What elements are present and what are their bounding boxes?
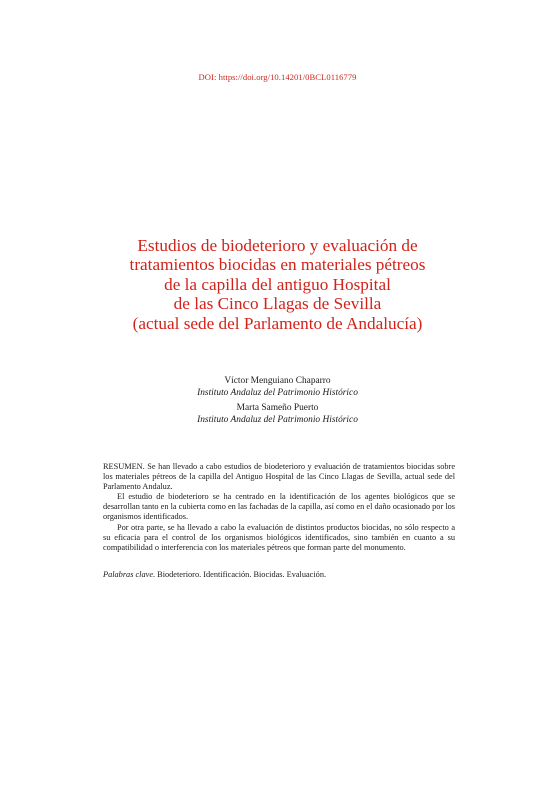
author-name: Marta Sameño Puerto <box>236 403 319 413</box>
title-line: Estudios de biodeterioro y evaluación de <box>137 236 418 255</box>
title-line: tratamientos biocidas en materiales pétreos <box>129 255 426 275</box>
abstract-paragraph: RESUMEN. Se han llevado a cabo estudios de biodeterioro y evaluación de tratamientos biocidas sobre los materiales pétreos de la capilla del Antiguo Hospital de las Cinco Llagas de Sevilla, actual sede del Parlamento Andaluz. <box>103 462 455 492</box>
keywords-label: Palabras clave <box>103 570 154 579</box>
keywords <box>103 570 455 580</box>
abstract <box>103 462 455 553</box>
title-line: (actual sede del Parlamento de Andalucía) <box>132 313 423 333</box>
doi-link[interactable]: DOI: https://doi.org/10.14201/0BCL0116779 <box>198 72 357 82</box>
author-block <box>0 376 555 399</box>
abstract-paragraph: El estudio de biodeterioro se ha centrado en la identificación de los agentes biológicos que se desarrollan tanto en la cubierta como en las fachadas de la capilla, así como en el daño ocasionado por los organismos identificados. <box>103 492 455 522</box>
article-title <box>0 236 555 333</box>
author-institution: Instituto Andaluz del Patrimonio Histórico <box>197 414 358 425</box>
author-institution: Instituto Andaluz del Patrimonio Histórico <box>197 387 358 398</box>
title-line: de las Cinco Llagas de Sevilla <box>173 294 382 314</box>
author-name: Víctor Menguiano Chaparro <box>224 376 331 386</box>
keywords-text: . Biodeterioro. Identificación. Biocidas. Evaluación. <box>153 570 327 579</box>
title-line: de la capilla del antiguo Hospital <box>164 274 391 294</box>
abstract-paragraph: Por otra parte, se ha llevado a cabo la evaluación de distintos productos biocidas, no sólo respecto a su eficacia para el control de los organismos biológicos identificados, sino también en cuanto a su compatibilidad o interferencia con los materiales pétreos que forman parte del monumento. <box>103 522 455 552</box>
author-block <box>0 403 555 426</box>
